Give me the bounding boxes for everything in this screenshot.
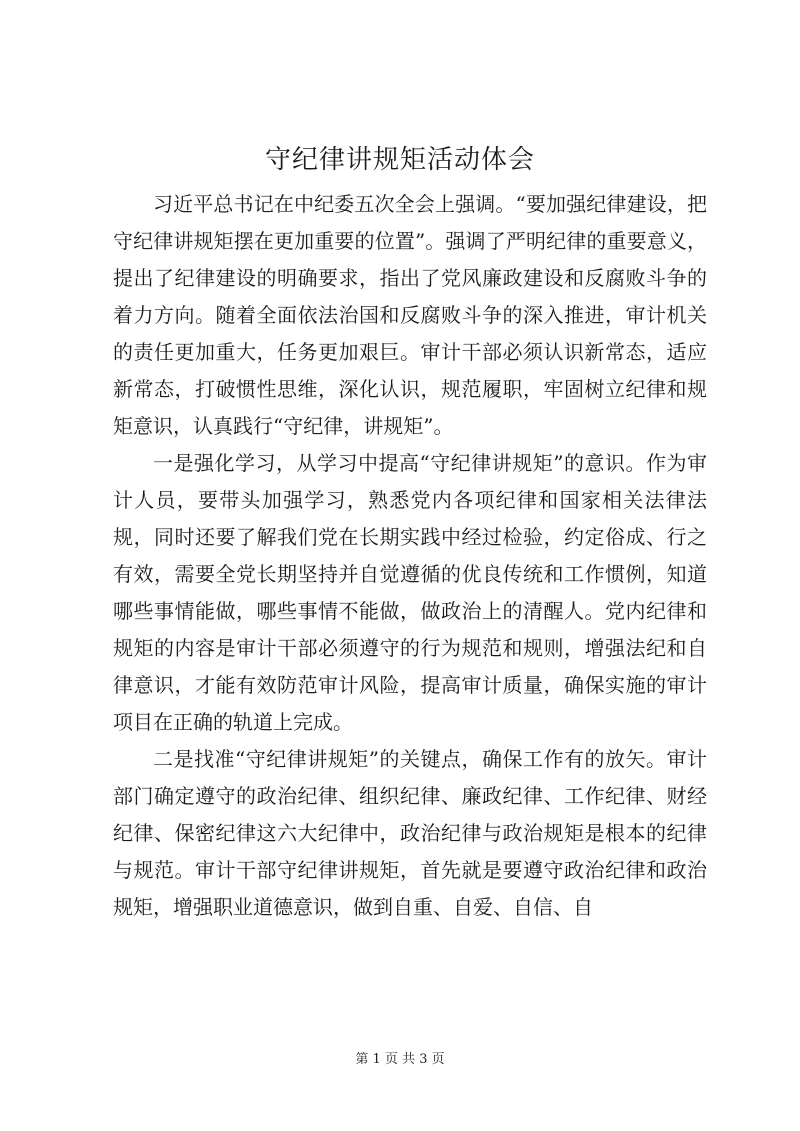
paragraph-intro: 习近平总书记在中纪委五次全会上强调。“要加强纪律建设，把守纪律讲规矩摆在更加重要的位置”。强调了严明纪律的重要意义，提出了纪律建设的明确要求，指出了党风廉政建设和反腐败斗争的着力方向。随着全面依法治国和反腐败斗争的深入推进，审计机关的责任更加重大，任务更加艰巨。审计干部必须认识新常态，适应新常态，打破惯性思维，深化认识，规范履职，牢固树立纪律和规矩意识，认真践行“守纪律，讲规矩”。: [113, 192, 707, 438]
paragraph-point-two: 二是找准“守纪律讲规矩”的关键点，确保工作有的放矢。审计部门确定遵守的政治纪律、组织纪律、廉政纪律、工作纪律、财经纪律、保密纪律这六大纪律中，政治纪律与政治规矩是根本的纪律与规范。审计干部守纪律讲规矩，首先就是要遵守政治纪律和政治规矩，增强职业道德意识，做到自重、自爱、自信、自: [113, 747, 707, 919]
document-title: 守纪律讲规矩活动体会: [264, 145, 535, 175]
paragraph-point-one: 一是强化学习，从学习中提高“守纪律讲规矩”的意识。作为审计人员，要带头加强学习，熟悉党内各项纪律和国家相关法律法规，同时还要了解我们党在长期实践中经过检验，约定俗成、行之有效，需要全党长期坚持并自觉遵循的优良传统和工作惯例，知道哪些事情能做，哪些事情不能做，做政治上的清醒人。党内纪律和规矩的内容是审计干部必须遵守的行为规范和规则，增强法纪和自律意识，才能有效防范审计风险，提高审计质量，确保实施的审计项目在正确的轨道上完成。: [113, 451, 707, 734]
page-number-footer: 第 1 页 共 3 页: [355, 1052, 445, 1067]
document-body: [113, 186, 707, 926]
